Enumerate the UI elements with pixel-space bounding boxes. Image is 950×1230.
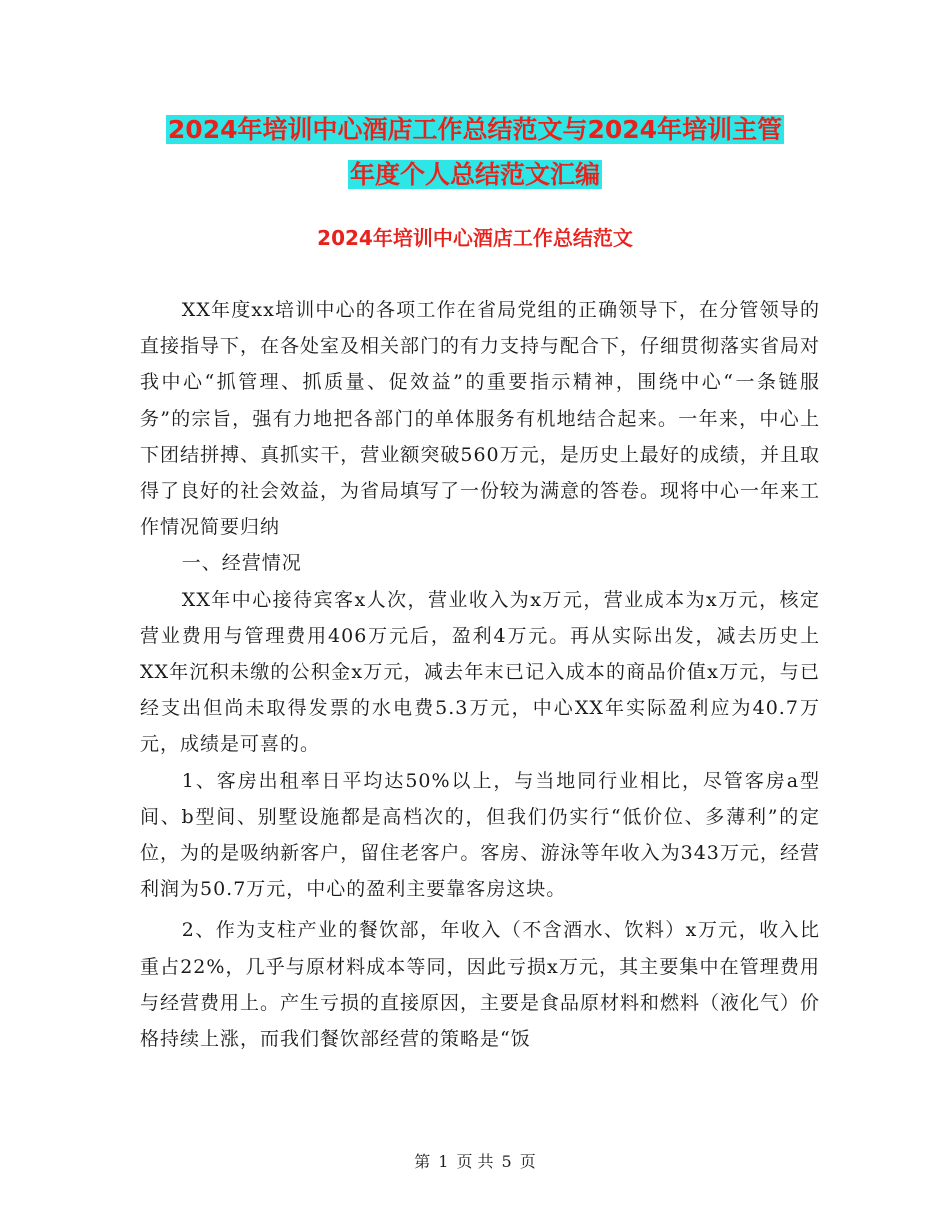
heading-business-overview: 一、经营情况 bbox=[181, 552, 302, 575]
paragraph-business-summary: XX年中心接待宾客x人次，营业收入为x万元，营业成本为x万元，核定营业费用与管理费用406万元后，盈利4万元。再从实际出发，减去历史上XX年沉积未缴的公积金x万元，减去年末已记入成本的商品价值x万元，与已经支出但尚未取得发票的水电费5.3万元，中心XX年实际盈利应为40.7万元，成绩是可喜的。 bbox=[140, 588, 820, 756]
section-title: 2024年培训中心酒店工作总结范文 bbox=[317, 226, 633, 250]
current-page-number: 1 bbox=[438, 1152, 449, 1171]
page-footer bbox=[0, 1150, 950, 1174]
page-label-mid: 页 共 bbox=[456, 1152, 494, 1171]
paragraph-intro: XX年度xx培训中心的各项工作在省局党组的正确领导下，在分管领导的直接指导下，在各处室及相关部门的有力支持与配合下，仔细贯彻落实省局对我中心“抓管理、抓质量、促效益”的重要指示精神，围绕中心“一条链服务”的宗旨，强有力地把各部门的单体服务有机地结合起来。一年来，中心上下团结拼搏、真抓实干，营业额突破560万元，是历史上最好的成绩，并且取得了良好的社会效益，为省局填写了一份较为满意的答卷。现将中心一年来工作情况简要归纳 bbox=[140, 299, 821, 539]
paragraph-catering: 2、作为支柱产业的餐饮部，年收入（不含酒水、饮料）x万元，收入比重占22%，几乎与原材料成本等同，因此亏损x万元，其主要集中在管理费用与经营费用上。产生亏损的直接原因，主要是食品原材料和燃料（液化气）价格持续上涨，而我们餐饮部经营的策略是“饭 bbox=[140, 919, 821, 1051]
total-pages-number: 5 bbox=[501, 1152, 512, 1171]
document-title-line-2 bbox=[0, 157, 950, 193]
title-highlight-1: 2024年培训中心酒店工作总结范文与2024年培训主管 bbox=[167, 115, 783, 144]
document-body bbox=[140, 292, 820, 1057]
paragraph-guest-rooms: 1、客房出租率日平均达50%以上，与当地同行业相比，尽管客房a型间、b型间、别墅设施都是高档次的，但我们仍实行“低价位、多薄利”的定位，为的是吸纳新客户，留住老客户。客房、游泳等年收入为343万元，经营利润为50.7万元，中心的盈利主要靠客房这块。 bbox=[140, 769, 820, 901]
page-label-prefix: 第 bbox=[414, 1152, 431, 1171]
page-label-suffix: 页 bbox=[519, 1152, 536, 1171]
title-highlight-2: 年度个人总结范文汇编 bbox=[349, 160, 600, 189]
document-title-line-1 bbox=[0, 112, 950, 148]
